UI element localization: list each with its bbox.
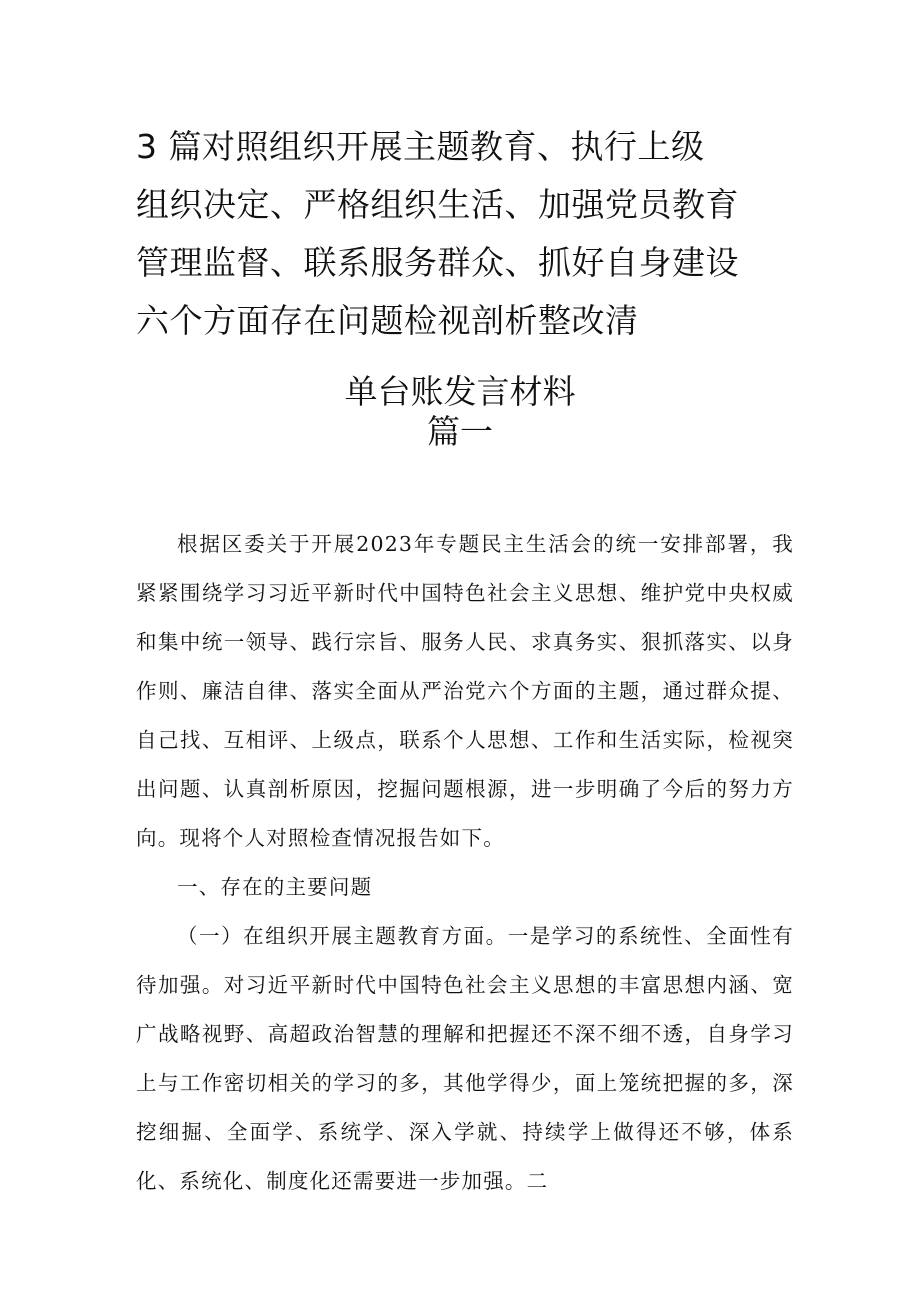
document-body (136, 520, 794, 1206)
title-line-3: 管理监督、联系服务群众、抓好自身建设 (136, 243, 739, 282)
document-title (136, 118, 796, 350)
body-paragraph: （一）在组织开展主题教育方面。一是学习的系统性、全面性有待加强。对习近平新时代中国特色社会主义思想的丰富思想内涵、宽广战略视野、高超政治智慧的理解和把握还不深不细不透，自身学习上与工作密切相关的学习的多，其他学得少，面上笼统把握的多，深挖细掘、全面学、系统学、深入学就、持续学上做得还不够，体系化、系统化、制度化还需要进一步加强。二 (136, 924, 794, 1193)
section-heading: 一、存在的主要问题 (177, 875, 373, 899)
title-line-5: 单台账发言材料 (344, 372, 576, 411)
title-line-2: 组织决定、严格组织生活、加强党员教育 (136, 185, 739, 224)
title-line-1: 3 篇对照组织开展主题教育、执行上级 (136, 127, 705, 166)
title-line-4: 六个方面存在问题检视剖析整改清 (136, 301, 639, 340)
section-label: 篇一 (427, 412, 493, 451)
intro-paragraph: 根据区委关于开展2023年专题民主生活会的统一安排部署，我紧紧围绕学习习近平新时代中国特色社会主义思想、维护党中央权威和集中统一领导、践行宗旨、服务人民、求真务实、狠抓落实、以身作则、廉洁自律、落实全面从严治党六个方面的主题，通过群众提、自己找、互相评、上级点，联系个人思想、工作和生活实际，检视突出问题、认真剖析原因，挖掘问题根源，进一步明确了今后的努力方向。现将个人对照检查情况报告如下。 (136, 532, 794, 850)
